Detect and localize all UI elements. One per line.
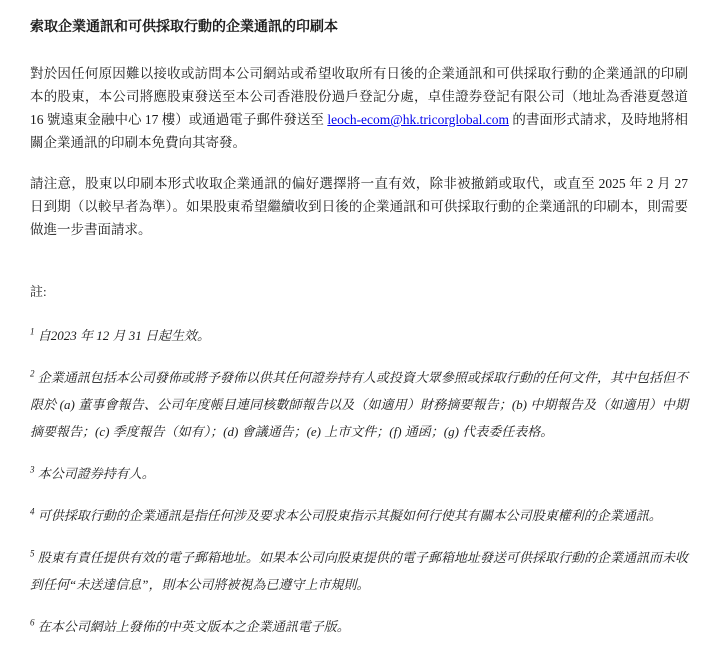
paragraph-1-text-before-link: 對於因任何原因難以接收或訪問本公司網站或希望收取所有日後的企業通訊和可供採取行動的企業通訊的印刷本的股東，本公司將應股東發送至本公司香港股份過戶登記分處，卓佳證券登記有限公司（地址為香港夏愨道 16 號遠東金融中心 17 樓）或通過電子郵件發送至 (30, 66, 688, 127)
footnote-5-text: 股東有責任提供有效的電子郵箱地址。如果本公司向股東提供的電子郵箱地址發送可供採取行動的企業通訊而未收到任何“未送達信息”，則本公司將被視為已遵守上市規則。 (30, 550, 688, 592)
notes-label: 註: (30, 284, 47, 299)
footnote-6-marker: 6 (30, 617, 35, 628)
footnote-6-text: 在本公司網站上發佈的中英文版本之企業通訊電子版。 (37, 619, 350, 634)
footnote-1 (30, 322, 688, 349)
footnote-5-marker: 5 (30, 548, 35, 559)
footnote-2-marker: 2 (30, 368, 35, 379)
email-link[interactable]: leoch-ecom@hk.tricorglobal.com (327, 112, 509, 127)
page-title: 索取企業通訊和可供採取行動的企業通訊的印刷本 (30, 18, 338, 34)
footnote-1-marker: 1 (30, 326, 35, 337)
footnote-3-marker: 3 (30, 464, 35, 475)
paragraph-preference-validity: 請注意，股東以印刷本形式收取企業通訊的偏好選擇將一直有效，除非被撤銷或取代，或直至 2025 年 2 月 27 日到期（以較早者為準）。如果股東希望繼續收到日後的企業通訊和可供採取行動的企業通訊的印刷本，則需要做進一步書面請求。 (30, 176, 688, 237)
footnote-1-text: 自2023 年 12 月 31 日起生效。 (37, 328, 211, 343)
footnote-4 (30, 502, 688, 529)
paragraph-1-text-after-link: 的書面形式請求，及時地將相關企業通訊的印刷本免費向其寄發。 (30, 112, 689, 150)
footnote-2-text: 企業通訊包括本公司發佈或將予發佈以供其任何證券持有人或投資大眾參照或採取行動的任何文件，其中包括但不限於 (a) 董事會報告、公司年度帳目連同核數師報告以及（如適用）財務摘要報告；(b) 中期報告及（如適用）中期摘要報告；(c) 季度報告（如有）；(d) 會議通告；(e) 上市文件；(f) 通函；(g) 代表委任表格。 (30, 370, 688, 439)
footnote-5 (30, 544, 688, 598)
footnote-4-marker: 4 (30, 506, 35, 517)
footnote-3 (30, 460, 688, 487)
footnote-3-text: 本公司證券持有人。 (37, 466, 155, 481)
footnote-4-text: 可供採取行動的企業通訊是指任何涉及要求本公司股東指示其擬如何行使其有關本公司股東權利的企業通訊。 (37, 508, 662, 523)
footnote-2 (30, 364, 688, 445)
footnote-6 (30, 613, 688, 640)
paragraph-request-printed-copies (30, 62, 688, 154)
